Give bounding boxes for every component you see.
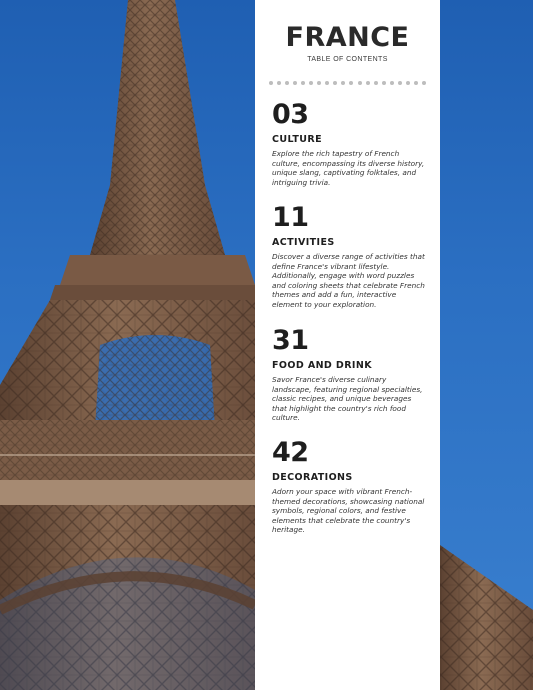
divider-dot: [414, 81, 418, 85]
section-heading: CULTURE: [272, 134, 322, 145]
section-description: Explore the rich tapestry of French culture, encompassing its diverse history, unique slang, captivating folktales, and intriguing trivia.: [272, 149, 425, 187]
toc-entry-food-and-drink[interactable]: [272, 326, 426, 423]
toc-entry-activities[interactable]: [272, 203, 426, 310]
divider-dot: [358, 81, 362, 85]
divider-dot: [269, 81, 273, 85]
divider-dot: [349, 81, 353, 85]
divider-dot: [285, 81, 289, 85]
divider-dot: [277, 81, 281, 85]
toc-entry-decorations[interactable]: [272, 438, 426, 535]
page-number: 11: [272, 202, 309, 233]
divider-dot: [325, 81, 329, 85]
divider-dot: [293, 81, 297, 85]
toc-entry-culture[interactable]: [272, 100, 426, 187]
dotted-divider: [269, 80, 426, 86]
divider-dot: [366, 81, 370, 85]
section-description: Adorn your space with vibrant French-themed decorations, showcasing national symbols, regional colors, and festive elements that celebrate the country's heritage.: [272, 487, 425, 535]
divider-dot: [398, 81, 402, 85]
divider-dot: [317, 81, 321, 85]
divider-dot: [406, 81, 410, 85]
section-heading: FOOD AND DRINK: [272, 360, 372, 371]
divider-dot: [333, 81, 337, 85]
divider-dot: [390, 81, 394, 85]
section-description: Discover a diverse range of activities that define France's vibrant lifestyle. Additionally, engage with word puzzles and coloring sheets that celebrate French themes and add a fun, interactive element to your exploration.: [272, 252, 425, 309]
page-number: 42: [272, 437, 309, 468]
page-title: FRANCE: [285, 22, 410, 53]
section-description: Savor France's diverse culinary landscape, featuring regional specialties, classic recipes, and unique beverages that highlight the country's rich food culture.: [272, 375, 423, 423]
page-subtitle: TABLE OF CONTENTS: [307, 56, 388, 63]
divider-dot: [301, 81, 305, 85]
divider-dot: [341, 81, 345, 85]
divider-dot: [382, 81, 386, 85]
section-heading: DECORATIONS: [272, 472, 353, 483]
divider-dot: [422, 81, 426, 85]
section-heading: ACTIVITIES: [272, 237, 335, 248]
divider-dot: [374, 81, 378, 85]
page-number: 03: [272, 99, 309, 130]
page-number: 31: [272, 325, 309, 356]
divider-dot: [309, 81, 313, 85]
table-of-contents-panel: [255, 0, 440, 690]
